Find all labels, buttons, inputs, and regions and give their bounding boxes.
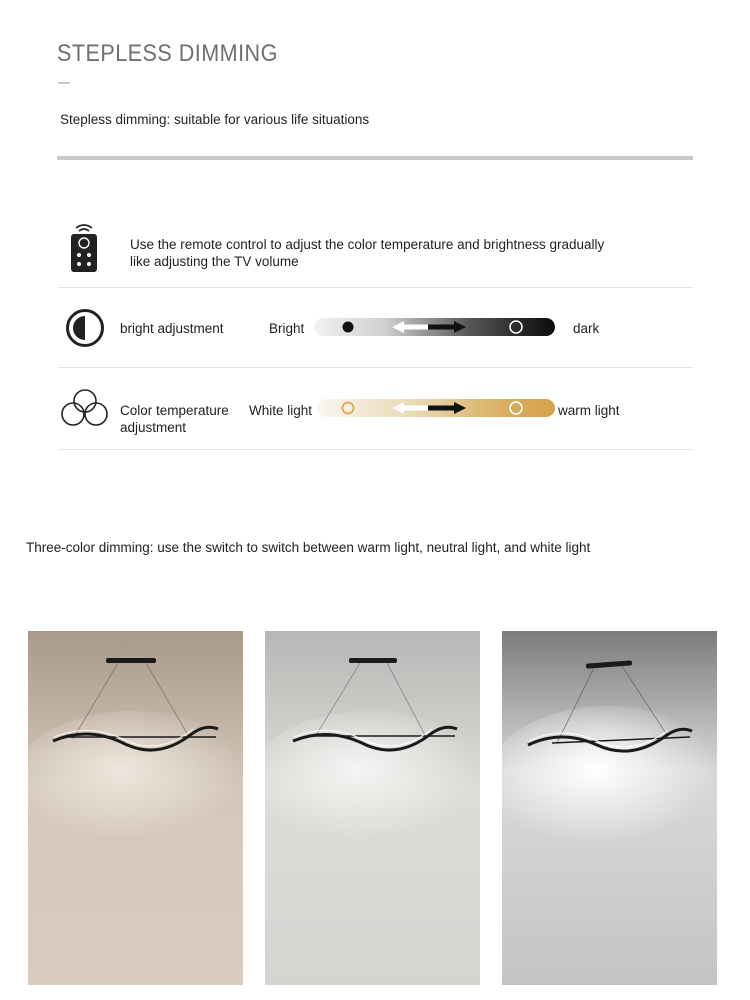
color-temperature-label-line2: adjustment xyxy=(120,420,187,435)
warm-light-photo xyxy=(28,631,243,985)
warm-light-label: warm light xyxy=(558,403,620,418)
page-subtitle: Stepless dimming: suitable for various life situations xyxy=(60,112,370,127)
row-divider xyxy=(58,449,693,450)
remote-description xyxy=(130,236,604,270)
arrow-right-icon xyxy=(428,321,466,333)
remote-description-line1: Use the remote control to adjust the color temperature and brightness gradually xyxy=(130,237,605,252)
remote-description-line2: like adjusting the TV volume xyxy=(130,254,299,269)
row-divider xyxy=(58,367,693,368)
bright-label: Bright xyxy=(269,321,305,336)
row-divider xyxy=(58,287,693,288)
arrow-right-icon xyxy=(428,402,466,414)
remote-control-icon xyxy=(66,222,102,272)
slider-knob-right[interactable] xyxy=(510,402,522,414)
three-color-caption: Three-color dimming: use the switch to switch between warm light, neutral light, and white light xyxy=(26,540,591,555)
arrow-left-icon xyxy=(392,402,428,414)
page-title: STEPLESS DIMMING xyxy=(57,40,278,67)
color-temperature-slider[interactable] xyxy=(317,399,555,417)
half-circle-icon xyxy=(65,308,105,348)
section-divider-bar xyxy=(57,156,693,160)
slider-knob-left[interactable] xyxy=(343,322,354,333)
white-light-label: White light xyxy=(249,403,313,418)
bright-adjustment-label: bright adjustment xyxy=(120,321,224,336)
dark-label: dark xyxy=(573,321,600,336)
brightness-slider[interactable] xyxy=(314,318,555,336)
neutral-light-photo xyxy=(265,631,480,985)
overlapping-circles-icon xyxy=(58,388,112,428)
title-accent-line xyxy=(58,82,70,84)
slider-knob-left[interactable] xyxy=(343,403,354,414)
arrow-left-icon xyxy=(392,321,428,333)
color-temperature-label-line1: Color temperature xyxy=(120,403,229,418)
white-light-photo xyxy=(502,631,717,985)
slider-knob-right[interactable] xyxy=(510,321,522,333)
color-temperature-label xyxy=(120,402,229,436)
